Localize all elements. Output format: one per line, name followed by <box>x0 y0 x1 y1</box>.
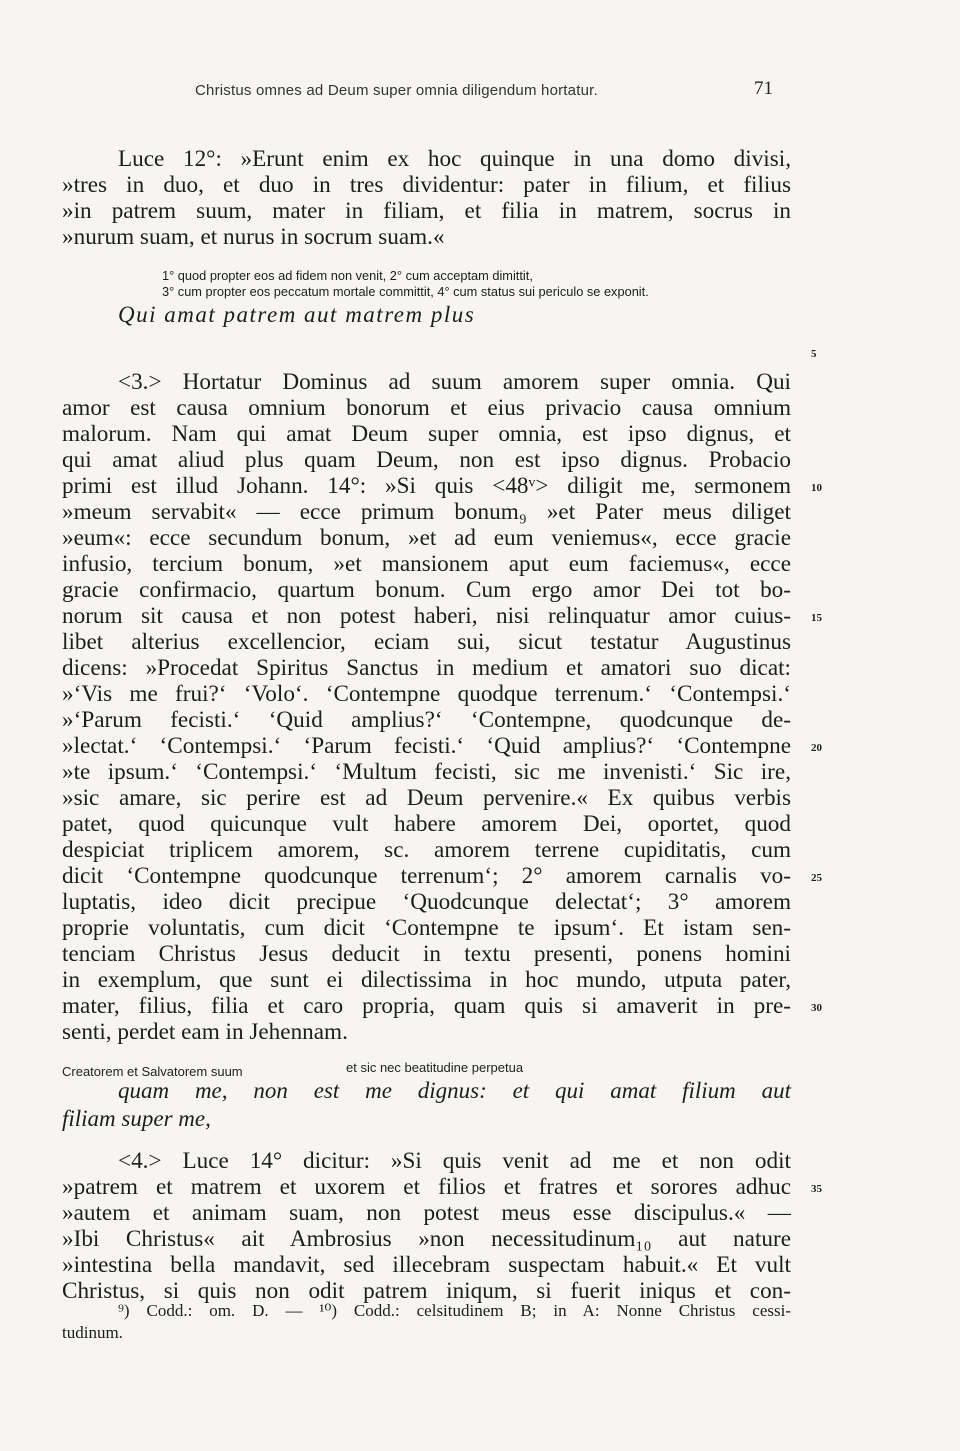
text-line: Luce 12°: »Erunt enim ex hoc quinque in una domo divisi, <box>118 146 791 172</box>
line-number: 10 <box>811 482 822 494</box>
footnote-line: ⁹) Codd.: om. D. — ¹⁰) Codd.: celsitudinem B; in A: Nonne Christus cessi- <box>118 1301 791 1320</box>
text-line: »‘Parum fecisti.‘ ‘Quid amplius?‘ ‘Contempne, quodcunque de- <box>62 707 791 733</box>
interlinear-gloss: et sic nec beatitudine perpetua <box>346 1060 524 1075</box>
text-line: qui amat aliud plus quam Deum, non est ipso dignus. Probacio <box>62 447 791 473</box>
line-number: 15 <box>811 612 822 624</box>
text-line: »intestina bella mandavit, sed illecebram suspectam habuit.« Et vult <box>62 1252 791 1278</box>
text-line: <4.> Luce 14° dicitur: »Si quis venit ad me et non odit <box>118 1148 791 1174</box>
line-number: 5 <box>811 348 817 360</box>
text-line: patet, quod quicunque vult habere amorem Dei, oportet, quod <box>62 811 791 837</box>
text-line: »autem et animam suam, non potest meus esse discipulus.« — <box>62 1200 791 1226</box>
page-number: 71 <box>754 78 773 99</box>
text-line: »nurum suam, et nurus in socrum suam.« <box>62 224 445 250</box>
text-line: luptatis, ideo dicit precipue ‘Quodcunque delectat‘; 3° amorem <box>62 889 791 915</box>
text-line: Christus, si quis non odit patrem iniqum, si fuerit iniqus et con- <box>62 1278 791 1304</box>
text-line: norum sit causa et non potest haberi, nisi relinquatur amor cuius- <box>62 603 791 629</box>
interlinear-gloss: Creatorem et Salvatorem suum <box>62 1064 243 1079</box>
text-line: gracie confirmacio, quartum bonum. Cum ergo amor Dei tot bo- <box>62 577 791 603</box>
text-line: dicit ‘Contempne quodcunque terrenum‘; 2° amorem carnalis vo- <box>62 863 791 889</box>
line-number: 30 <box>811 1002 822 1014</box>
text-line: tenciam Christus Jesus deducit in textu presenti, ponens homini <box>62 941 791 967</box>
text-line: »sic amare, sic perire est ad Deum pervenire.« Ex quibus verbis <box>62 785 791 811</box>
footnote <box>118 1300 791 1322</box>
footnote-line: tudinum. <box>62 1323 123 1342</box>
text-line: mater, filius, filia et caro propria, quam quis si amaverit in pre- <box>62 993 791 1019</box>
italic-lemma: Qui amat patrem aut matrem plus <box>118 302 476 327</box>
text-line: »Ibi Christus« ait Ambrosius »non necessitudinum₁₀ aut nature <box>62 1226 791 1252</box>
text-line: »in patrem suum, mater in filiam, et filia in matrem, socrus in <box>62 198 791 224</box>
text-line: dicens: »Procedat Spiritus Sanctus in medium et amatori suo dicat: <box>62 655 791 681</box>
interlinear-gloss: 1° quod propter eos ad fidem non venit, 2° cum acceptam dimittit, <box>162 268 533 283</box>
text-line: proprie voluntatis, cum dicit ‘Contempne te ipsum‘. Et istam sen- <box>62 915 791 941</box>
text-line: »te ipsum.‘ ‘Contempsi.‘ ‘Multum fecisti, sic me invenisti.‘ Sic ire, <box>62 759 791 785</box>
text-line: »eum«: ecce secundum bonum, »et ad eum veniemus«, ecce gracie <box>62 525 791 551</box>
text-line: <3.> Hortatur Dominus ad suum amorem super omnia. Qui <box>118 369 791 395</box>
text-line: in exemplum, que sunt ei dilectissima in hoc mundo, utputa pater, <box>62 967 791 993</box>
running-title: Christus omnes ad Deum super omnia diligendum hortatur. <box>195 82 598 99</box>
text-line: »lectat.‘ ‘Contempsi.‘ ‘Parum fecisti.‘ ‘Quid amplius?‘ ‘Contempne <box>62 733 791 759</box>
text-line: »patrem et matrem et uxorem et filios et fratres et sorores adhuc <box>62 1174 791 1200</box>
italic-lemma: filiam super me, <box>62 1106 211 1131</box>
text-line: primi est illud Johann. 14°: »Si quis <48ᵛ> diligit me, sermonem <box>62 473 791 499</box>
interlinear-gloss: 3° cum propter eos peccatum mortale committit, 4° cum status sui periculo se exponit. <box>162 284 649 299</box>
italic-lemma: quam me, non est me dignus: et qui amat filium aut <box>118 1078 791 1103</box>
line-number: 25 <box>811 872 822 884</box>
text-line: »‘Vis me frui?‘ ‘Volo‘. ‘Contempne quodque terrenum.‘ ‘Contempsi.‘ <box>62 681 791 707</box>
footnote <box>62 1322 791 1344</box>
text-line: amor est causa omnium bonorum et eius privacio causa omnium <box>62 395 791 421</box>
line-number: 35 <box>811 1183 822 1195</box>
text-line: »meum servabit« — ecce primum bonum₉ »et Pater meus diliget <box>62 499 791 525</box>
text-line: libet alterius excellencior, eciam sui, sicut testatur Augustinus <box>62 629 791 655</box>
text-line: despiciat triplicem amorem, sc. amorem terrene cupiditatis, cum <box>62 837 791 863</box>
text-line: senti, perdet eam in Jehennam. <box>62 1019 348 1045</box>
text-line: malorum. Nam qui amat Deum super omnia, est ipso dignus, et <box>62 421 791 447</box>
line-number: 20 <box>811 742 822 754</box>
text-line: »tres in duo, et duo in tres dividentur: pater in filium, et filius <box>62 172 791 198</box>
text-line: infusio, tercium bonum, »et mansionem aput eum faciemus«, ecce <box>62 551 791 577</box>
